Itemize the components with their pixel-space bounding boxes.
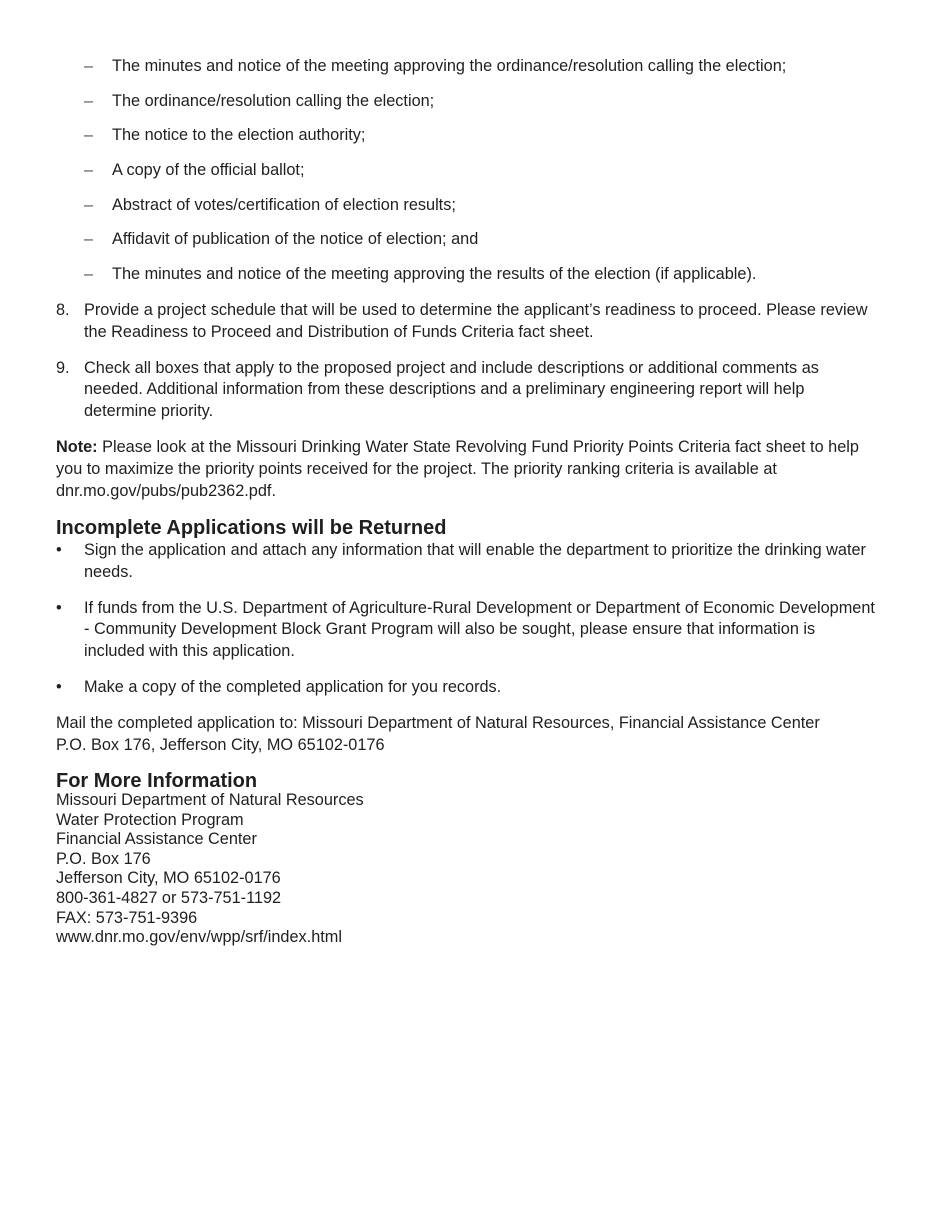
note-label: Note: [56,438,98,456]
list-item [56,677,876,699]
numbered-instructions [56,300,876,437]
list-item [56,229,886,264]
contact-website: www.dnr.mo.gov/env/wpp/srf/index.html [56,928,342,947]
numbered-item-9 [56,358,876,423]
list-item-text: The notice to the election authority; [112,126,366,145]
dash-marker: – [84,230,94,249]
incomplete-applications-heading: Incomplete Applications will be Returned [56,517,447,539]
list-item [56,264,886,299]
bullet-marker: • [56,598,62,617]
list-item-text: Sign the application and attach any information that will enable the department to prioritize the drinking water needs. [84,541,866,581]
list-item-text: If funds from the U.S. Department of Agriculture-Rural Development or Department of Economic Development - Community Development Block Grant Program will also be sought, please ensure that information is included with this application. [84,598,875,661]
list-item [56,160,886,195]
list-item [56,91,886,126]
list-item [56,56,886,91]
mailing-line-1: Mail the completed application to: Missouri Department of Natural Resources, Financial Assistance Center [56,714,820,732]
item-text: Provide a project schedule that will be used to determine the applicant’s readiness to proceed. Please review the Readiness to Proceed and Distribution of Funds Criteria fact sheet. [84,301,868,341]
contact-organization: Missouri Department of Natural Resources [56,791,364,809]
contact-city: Jefferson City, MO 65102-0176 [56,869,281,888]
dash-marker: – [84,126,94,145]
dash-marker: – [84,57,94,75]
list-item-text: A copy of the official ballot; [112,161,305,180]
contact-block [56,791,364,948]
dash-marker: – [84,91,94,110]
contact-fax: FAX: 573-751-9396 [56,908,198,927]
list-item [56,540,876,584]
list-item-text: Abstract of votes/certification of election results; [112,195,456,214]
contact-phone: 800-361-4827 or 573-751-1192 [56,888,282,907]
election-documents-list [56,56,886,299]
item-text: Check all boxes that apply to the proposed project and include descriptions or additional comments as needed. Additional information from these descriptions and a preliminary engineering report will help determine priority. [84,358,819,421]
contact-po-box: P.O. Box 176 [56,849,151,868]
list-item-text: The minutes and notice of the meeting approving the ordinance/resolution calling the election; [112,57,787,75]
list-item-text: The minutes and notice of the meeting approving the results of the election (if applicable). [112,265,757,284]
mailing-instructions [56,713,906,757]
contact-program: Water Protection Program [56,810,244,829]
note-paragraph [56,437,876,502]
list-item [56,125,886,160]
bullet-marker: • [56,677,62,696]
dash-marker: – [84,161,94,180]
list-item-text: Affidavit of publication of the notice of election; and [112,230,479,249]
mailing-line-2: P.O. Box 176, Jefferson City, MO 65102-0176 [56,735,385,754]
bullet-marker: • [56,541,62,559]
more-information-heading: For More Information [56,770,258,792]
dash-marker: – [84,265,94,284]
dash-marker: – [84,195,94,214]
numbered-item-8 [56,300,876,344]
item-number: 8. [56,301,70,319]
list-item-text: The ordinance/resolution calling the election; [112,91,435,110]
item-number: 9. [56,358,70,377]
incomplete-applications-list [56,540,876,713]
list-item [56,598,876,663]
note-text: Please look at the Missouri Drinking Water State Revolving Fund Priority Points Criteria fact sheet to help you to maximize the priority points received for the project. The priority ranking criteria is available at dnr.mo.gov/pubs/pub2362.pdf. [56,438,859,500]
list-item-text: Make a copy of the completed application for you records. [84,677,502,696]
contact-center: Financial Assistance Center [56,830,257,849]
list-item [56,195,886,230]
